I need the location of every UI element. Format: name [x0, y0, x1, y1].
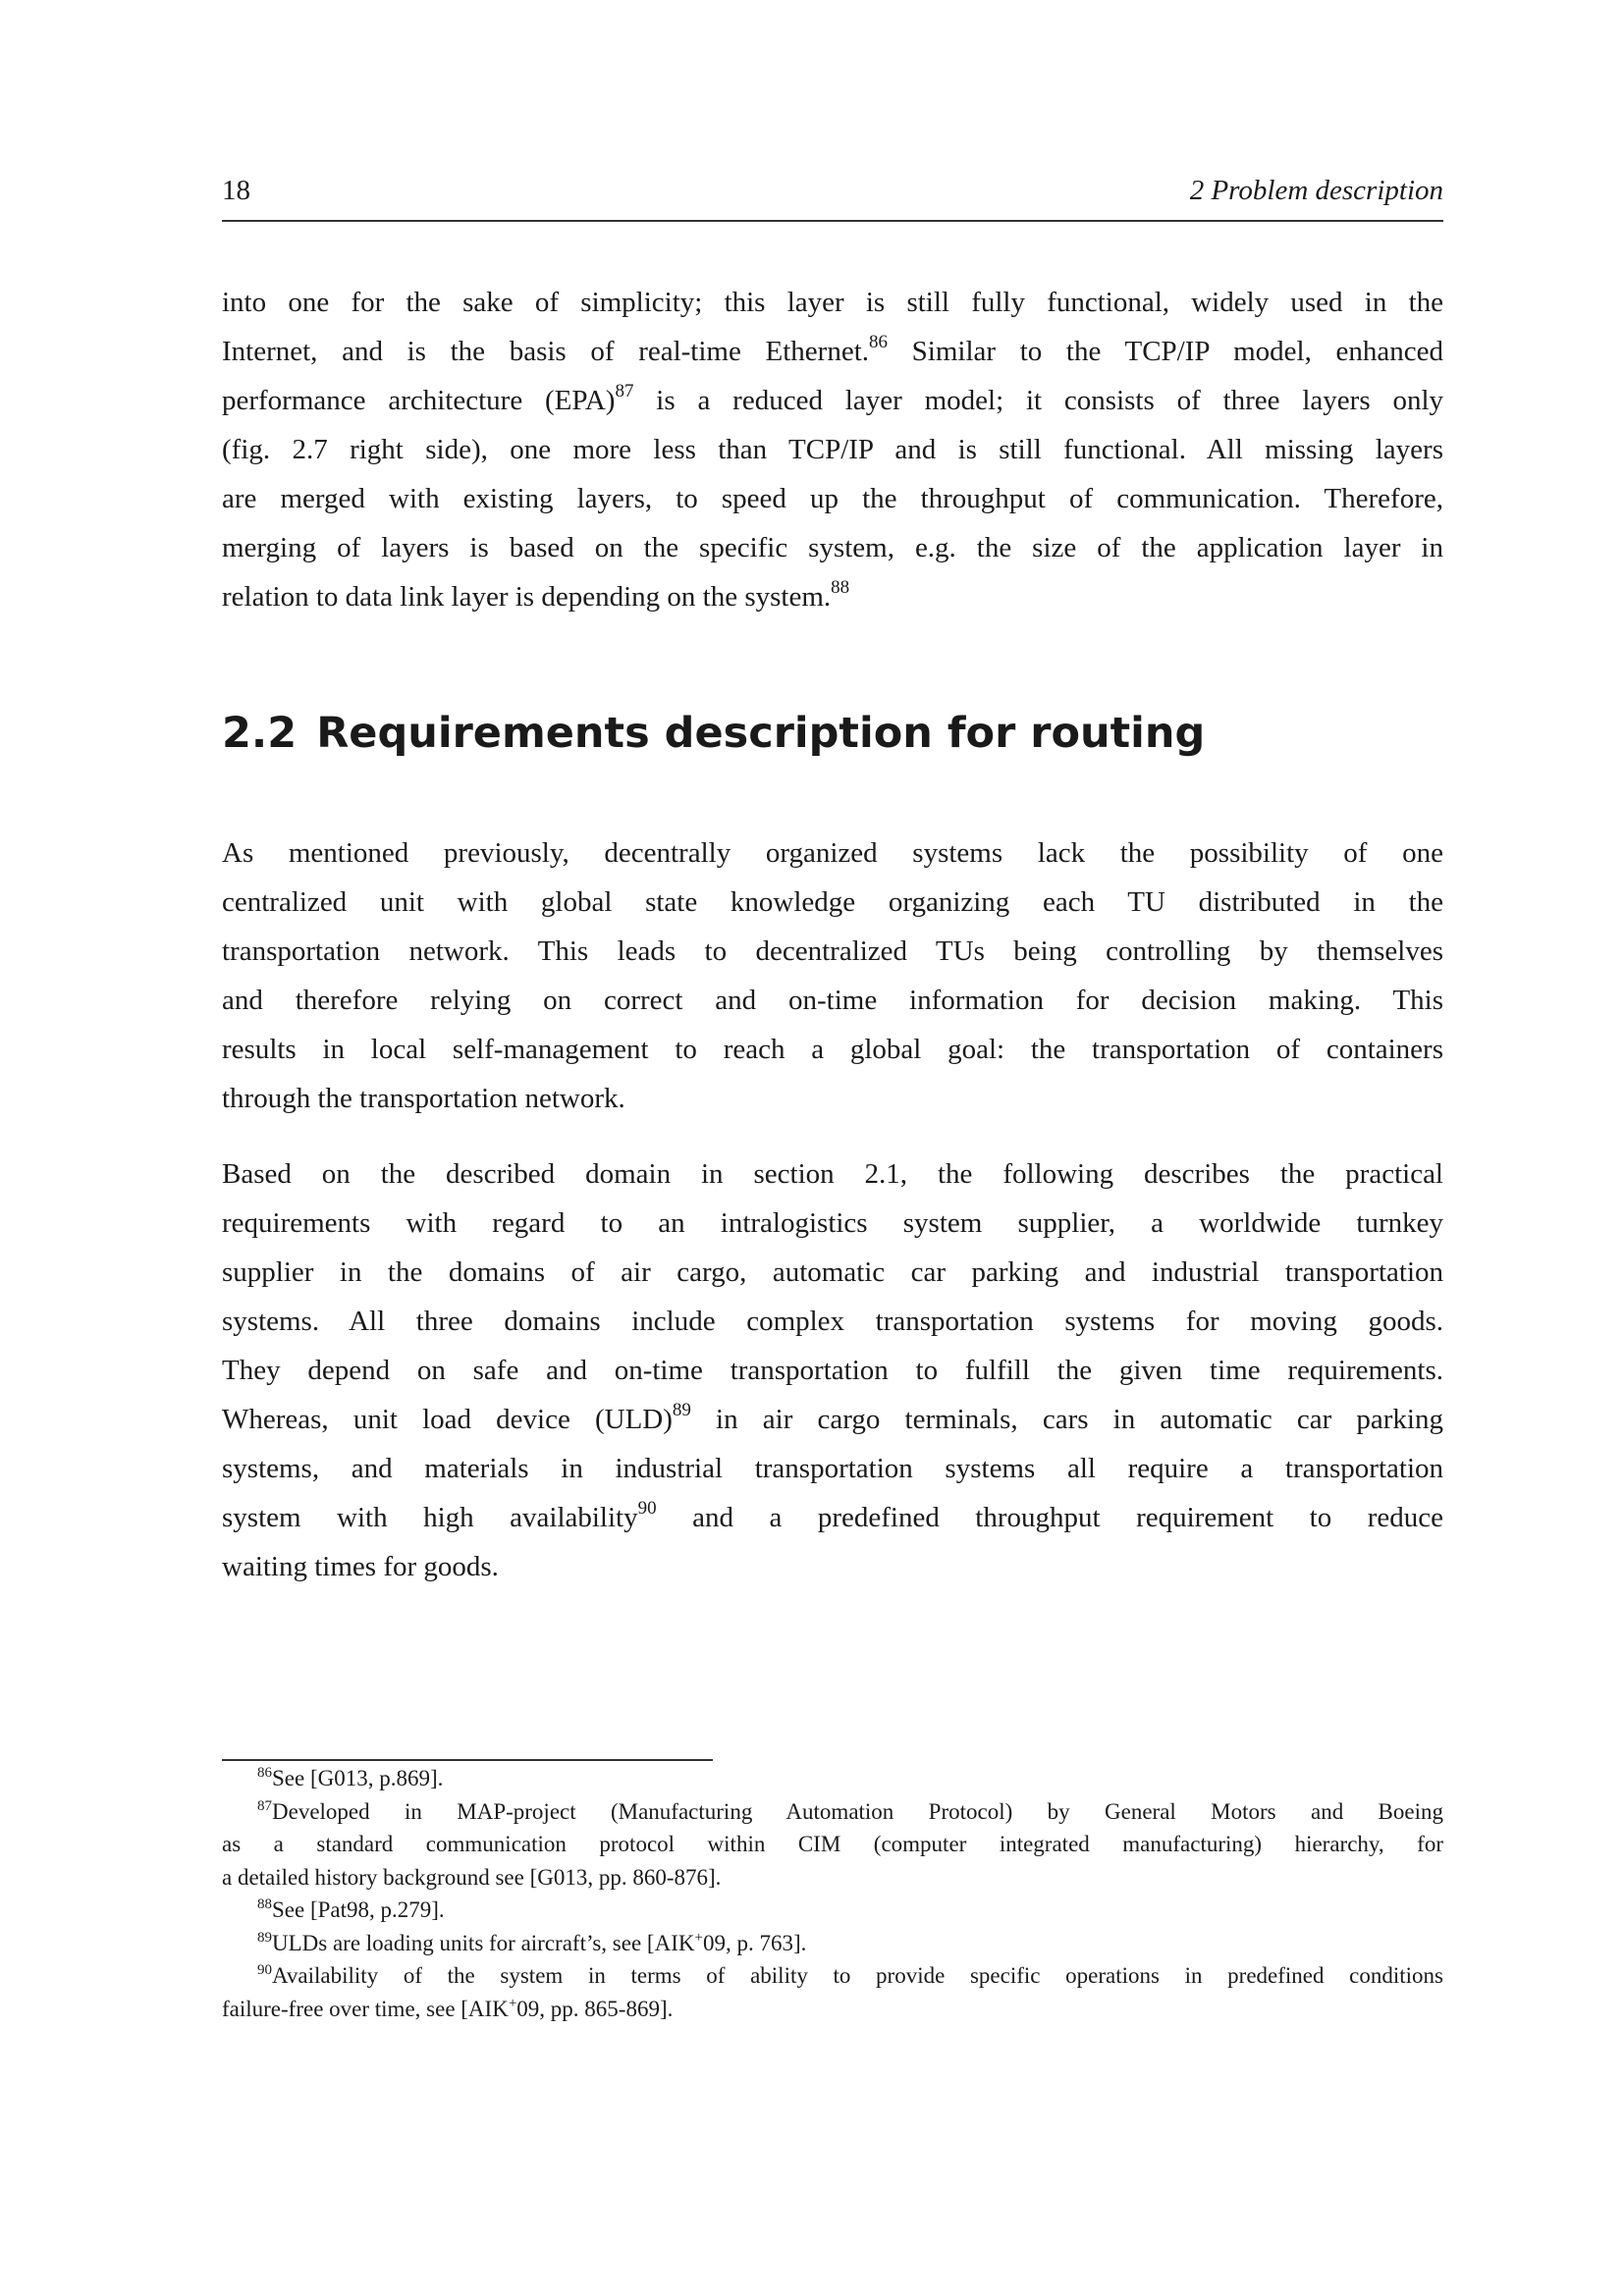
text-run: into one for the sake of simplicity; this layer is still fully functional, widely used in the	[222, 287, 1443, 318]
text-run: systems. All three domains include complex transportation systems for moving goods.	[222, 1306, 1443, 1337]
footnotes	[222, 1762, 1443, 2025]
section-title: Requirements description for routing	[316, 709, 1206, 758]
text-run: systems, and materials in industrial transportation systems all require a transportation	[222, 1453, 1443, 1484]
footnote-marker: 88	[831, 577, 850, 598]
section-number: 2.2	[222, 709, 298, 758]
text-line	[222, 1395, 1443, 1444]
footnote-marker: 87	[615, 381, 634, 401]
text-run: ULDs are loading units for aircraft’s, see [AIK	[272, 1930, 695, 1955]
footnote-line	[222, 1828, 1443, 1861]
footnote-line	[222, 1959, 1443, 1993]
paragraph-2	[222, 828, 1443, 1123]
text-run: results in local self-management to reach a global goal: the transportation of containers	[222, 1034, 1443, 1065]
text-run: waiting times for goods.	[222, 1551, 499, 1582]
text-run: as a standard communication protocol within CIM (computer integrated manufacturing) hierarchy, for	[222, 1832, 1443, 1856]
footnote-marker: 89	[257, 1929, 272, 1946]
text-run: 09, p. 763].	[702, 1930, 807, 1955]
chapter-title: 2 Problem description	[1189, 175, 1443, 206]
text-run: a detailed history background see [G013, pp. 860-876].	[222, 1864, 722, 1890]
text-run: relation to data link layer is depending on the system.	[222, 581, 832, 613]
footnote-line	[222, 1894, 1443, 1927]
text-run: are merged with existing layers, to speed up the throughput of communication. Therefore,	[222, 483, 1443, 514]
text-run: Based on the described domain in section 2.1, the following describes the practical	[222, 1158, 1443, 1190]
text-line	[222, 425, 1443, 474]
text-line	[222, 828, 1443, 878]
text-run: Internet, and is the basis of real-time Ethernet.	[222, 336, 869, 367]
text-line	[222, 1346, 1443, 1395]
footnote-marker: +	[508, 1995, 517, 2011]
text-line	[222, 1074, 1443, 1123]
text-line	[222, 1025, 1443, 1074]
text-line	[222, 327, 1443, 376]
text-line	[222, 278, 1443, 327]
text-run: through the transportation network.	[222, 1083, 625, 1114]
text-line	[222, 1542, 1443, 1591]
text-line	[222, 927, 1443, 976]
text-line	[222, 572, 1443, 621]
text-run: is a reduced layer model; it consists of three layers only	[633, 385, 1444, 416]
footnote-marker: 86	[869, 332, 888, 352]
text-run: in air cargo terminals, cars in automatic car parking	[690, 1404, 1443, 1435]
text-line	[222, 1493, 1443, 1542]
page-number: 18	[222, 175, 250, 206]
text-line	[222, 474, 1443, 523]
footnote-marker: 89	[672, 1400, 691, 1420]
text-run: (fig. 2.7 right side), one more less than TCP/IP and is still functional. All missing layers	[222, 434, 1443, 465]
text-run: system with high availability	[222, 1502, 638, 1533]
footnote-line	[222, 1762, 1443, 1795]
text-line	[222, 1199, 1443, 1248]
paragraph-3	[222, 1149, 1443, 1591]
section-heading	[222, 709, 1205, 758]
text-line	[222, 1248, 1443, 1297]
text-line	[222, 1149, 1443, 1199]
text-run: 09, pp. 865-869].	[516, 1996, 674, 2021]
footnote-marker: 87	[257, 1797, 272, 1814]
text-run: Developed in MAP-project (Manufacturing Automation Protocol) by General Motors and Boeing	[272, 1798, 1443, 1824]
running-header	[222, 175, 1443, 222]
paragraph-1	[222, 278, 1443, 621]
footnote-marker: 88	[257, 1896, 272, 1912]
text-run: centralized unit with global state knowledge organizing each TU distributed in the	[222, 886, 1443, 918]
text-run: Similar to the TCP/IP model, enhanced	[888, 336, 1443, 367]
text-run: failure-free over time, see [AIK	[222, 1996, 509, 2021]
text-run: Availability of the system in terms of ability to provide specific operations in predefined conditions	[272, 1963, 1443, 1988]
text-run: As mentioned previously, decentrally organized systems lack the possibility of one	[222, 837, 1443, 869]
text-run: supplier in the domains of air cargo, automatic car parking and industrial transportation	[222, 1256, 1443, 1288]
text-run: See [Pat98, p.279].	[272, 1897, 445, 1922]
text-line	[222, 976, 1443, 1025]
footnote-marker: +	[694, 1929, 703, 1946]
footnote-line	[222, 1795, 1443, 1829]
text-line	[222, 523, 1443, 572]
footnote-line	[222, 1861, 1443, 1895]
footnote-marker: 86	[257, 1765, 272, 1781]
text-run: Whereas, unit load device (ULD)	[222, 1404, 673, 1435]
text-run: They depend on safe and on-time transportation to fulfill the given time requirements.	[222, 1355, 1443, 1386]
text-run: See [G013, p.869].	[272, 1766, 444, 1790]
text-run: transportation network. This leads to decentralized TUs being controlling by themselves	[222, 935, 1443, 967]
text-run: performance architecture (EPA)	[222, 385, 616, 416]
footnote-marker: 90	[257, 1962, 272, 1978]
text-line	[222, 1444, 1443, 1493]
text-run: requirements with regard to an intralogistics system supplier, a worldwide turnkey	[222, 1207, 1443, 1239]
footnote-line	[222, 1993, 1443, 2026]
footnote-line	[222, 1927, 1443, 1960]
text-run: merging of layers is based on the specific system, e.g. the size of the application layer in	[222, 532, 1443, 563]
footnote-marker: 90	[637, 1498, 657, 1519]
text-line	[222, 376, 1443, 425]
text-line	[222, 878, 1443, 927]
footnote-rule	[222, 1759, 713, 1761]
text-run: and a predefined throughput requirement to reduce	[656, 1502, 1443, 1533]
text-run: and therefore relying on correct and on-time information for decision making. This	[222, 985, 1443, 1016]
text-line	[222, 1297, 1443, 1346]
